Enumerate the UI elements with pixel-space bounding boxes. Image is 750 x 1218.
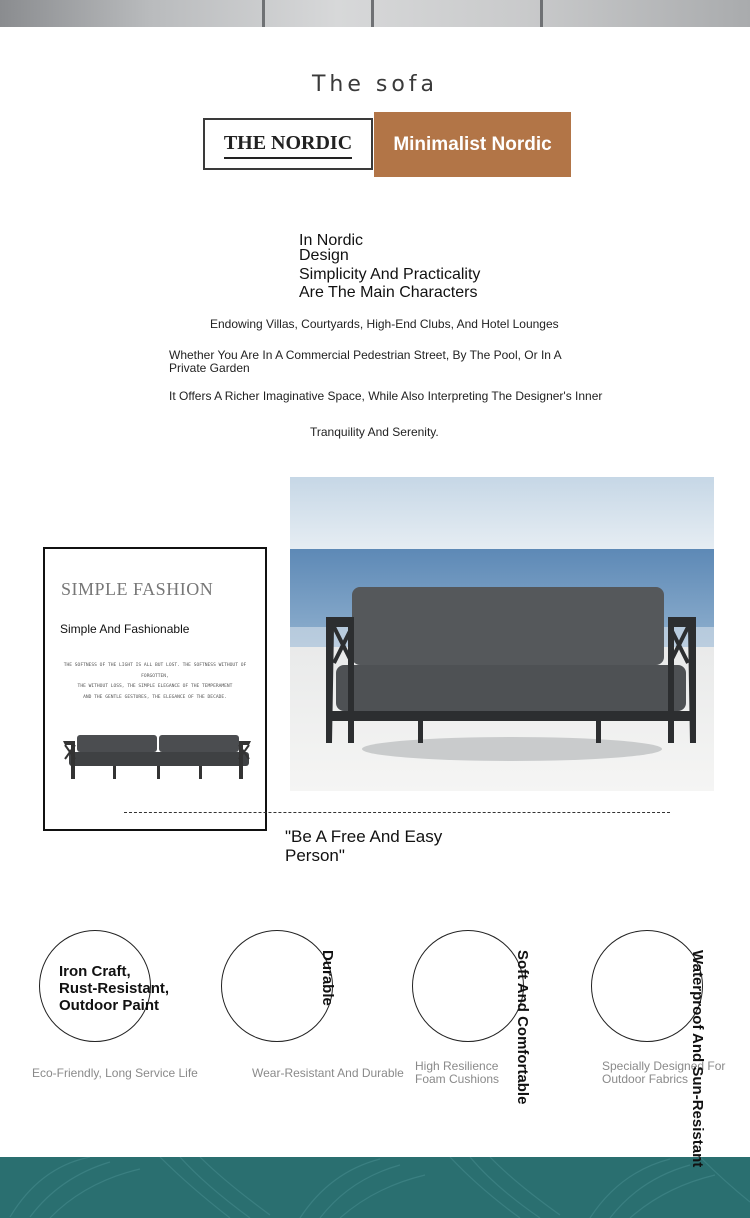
feature-label: Waterproof And Sun-Resistant	[689, 950, 706, 1168]
section-title: The sofa	[311, 72, 439, 97]
photo-seam	[262, 0, 265, 27]
intro-heading-line: Design	[299, 247, 349, 264]
bottom-pattern-band	[0, 1157, 750, 1218]
feature-circle	[221, 930, 333, 1042]
card-title: SIMPLE FASHION	[61, 579, 214, 599]
feature-description-line: Specially Designed For	[602, 1059, 726, 1073]
feature-circle	[591, 930, 703, 1042]
quote-line: Person"	[285, 846, 345, 865]
intro-heading-line: In Nordic	[299, 232, 364, 249]
intro-paragraph: It Offers A Richer Imaginative Space, While Also Interpreting The Designer's Inner	[169, 389, 603, 403]
feature-circle	[412, 930, 524, 1042]
feature-description: Wear-Resistant And Durable	[252, 1066, 404, 1080]
feature-description	[602, 1060, 725, 1086]
intro-paragraph	[169, 349, 562, 375]
intro-paragraph-line: Private Garden	[169, 361, 250, 375]
feature-label-line: Outdoor Paint	[59, 997, 159, 1014]
feature-label: Soft And Comfortable	[514, 950, 531, 1105]
card-fine-print	[55, 661, 255, 703]
feature-label: Durable	[319, 950, 336, 1006]
photo-seam	[540, 0, 543, 27]
leaf-pattern	[0, 1157, 750, 1218]
intro-paragraph: Endowing Villas, Courtyards, High-End Clubs, And Hotel Lounges	[210, 317, 559, 331]
card-fine-print-line: THE SOFTNESS OF THE LIGHT IS ALL BUT LOST. THE SOFTNESS WITHOUT OF FORGOTTEN,	[63, 663, 247, 679]
feature-description	[415, 1060, 499, 1086]
feature-description-line: Foam Cushions	[415, 1072, 500, 1086]
style-badge: Minimalist Nordic	[374, 112, 571, 177]
feature-label-line: Rust-Resistant,	[59, 980, 170, 997]
quote-line: "Be A Free And Easy	[285, 827, 443, 846]
brand-badge	[203, 118, 373, 170]
intro-subheading	[299, 266, 480, 302]
card-fine-print-line: THE WITHOUT LOSS, THE SIMPLE ELEGANCE OF THE TEMPERAMENT	[77, 684, 233, 689]
feature-label	[59, 963, 169, 1014]
card-fine-print-line: AND THE GENTLE GESTURES, THE ELEGANCE OF THE DECADE.	[83, 694, 227, 700]
intro-subheading-line: Simplicity And Practicality	[299, 266, 481, 283]
dashed-divider	[124, 812, 670, 813]
intro-heading	[299, 233, 363, 263]
feature-description-line: High Resilience	[415, 1059, 499, 1073]
fashion-card	[43, 547, 267, 831]
card-subtitle: Simple And Fashionable	[60, 622, 190, 636]
intro-paragraph: Tranquility And Serenity.	[310, 425, 439, 439]
feature-description: Eco-Friendly, Long Service Life	[32, 1066, 198, 1080]
intro-paragraph-line: Whether You Are In A Commercial Pedestrian Street, By The Pool, Or In A	[169, 348, 562, 362]
photo-seam	[371, 0, 374, 27]
intro-subheading-line: Are The Main Characters	[299, 284, 478, 301]
quote-text	[285, 827, 442, 865]
brand-badge-text: THE NORDIC	[224, 132, 352, 159]
top-photo-strip	[0, 0, 750, 27]
sofa-photo	[290, 477, 714, 791]
feature-description-line: Outdoor Fabrics	[602, 1072, 689, 1086]
long-sofa-image	[61, 731, 253, 787]
feature-label-line: Iron Craft,	[59, 963, 131, 980]
